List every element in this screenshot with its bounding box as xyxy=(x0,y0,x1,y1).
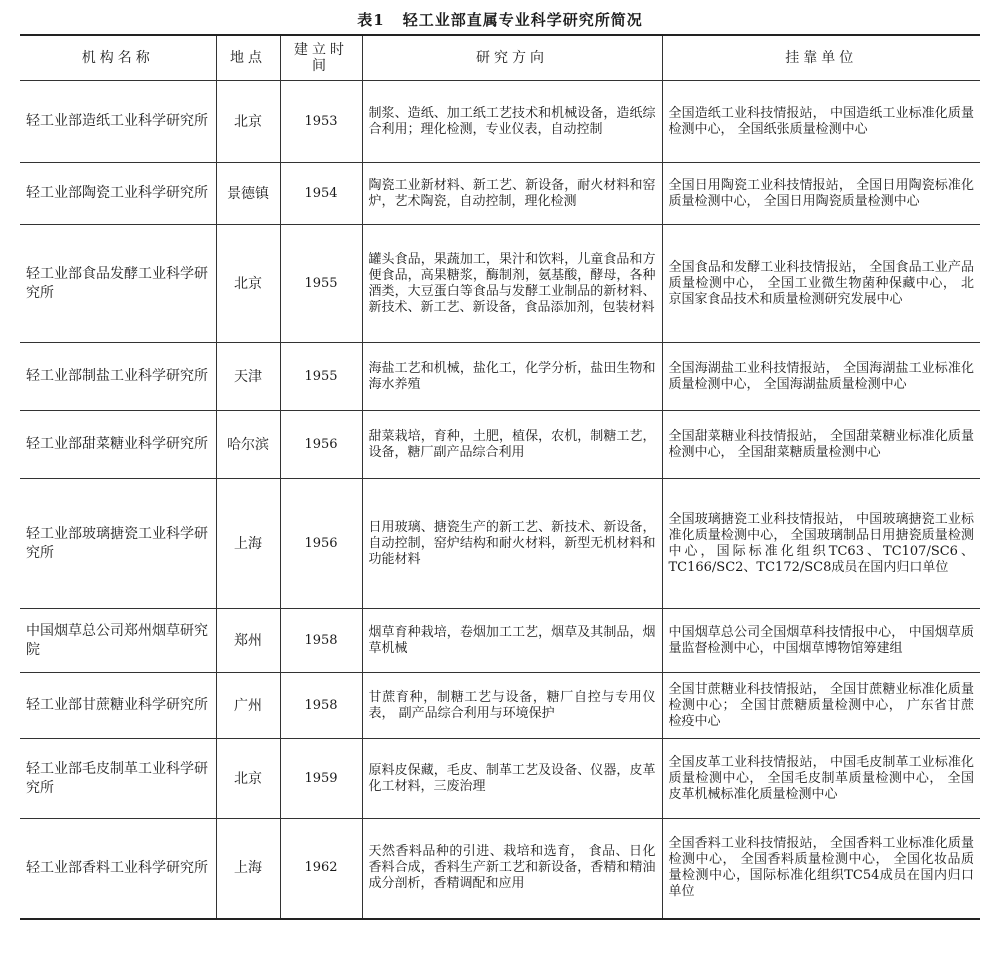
header-name: 机构名称 xyxy=(20,35,216,81)
cell-direction: 海盐工艺和机械，盐化工，化学分析，盐田生物和海水养殖 xyxy=(362,343,662,411)
table-row xyxy=(20,609,980,673)
table-row xyxy=(20,343,980,411)
cell-affiliate: 全国食品和发酵工业科技情报站， 全国食品工业产品质量检测中心， 全国工业微生物菌种保藏中心， 北京国家食品技术和质量检测研究发展中心 xyxy=(662,225,980,343)
cell-affiliate: 全国甜菜糖业科技情报站， 全国甜菜糖业标准化质量检测中心， 全国甜菜糖质量检测中心 xyxy=(662,411,980,479)
cell-direction: 烟草育种栽培，卷烟加工工艺，烟草及其制品，烟草机械 xyxy=(362,609,662,673)
table-row xyxy=(20,819,980,919)
cell-year: 1956 xyxy=(280,411,362,479)
cell-direction: 甘蔗育种，制糖工艺与设备，糖厂自控与专用仪表， 副产品综合利用与环境保护 xyxy=(362,673,662,739)
cell-year: 1955 xyxy=(280,343,362,411)
cell-name: 轻工业部食品发酵工业科学研究所 xyxy=(20,225,216,343)
cell-year: 1962 xyxy=(280,819,362,919)
cell-year: 1955 xyxy=(280,225,362,343)
institutes-table xyxy=(20,34,980,920)
cell-year: 1956 xyxy=(280,479,362,609)
cell-location: 北京 xyxy=(216,225,280,343)
cell-name: 轻工业部造纸工业科学研究所 xyxy=(20,81,216,163)
header-affiliate: 挂靠单位 xyxy=(662,35,980,81)
table-header-row xyxy=(20,35,980,81)
cell-year: 1954 xyxy=(280,163,362,225)
cell-year: 1953 xyxy=(280,81,362,163)
cell-name: 轻工业部玻璃搪瓷工业科学研究所 xyxy=(20,479,216,609)
cell-name: 轻工业部甘蔗糖业科学研究所 xyxy=(20,673,216,739)
cell-direction: 日用玻璃、搪瓷生产的新工艺、新技术、新设备，自动控制，窑炉结构和耐火材料，新型无机材料和功能材料 xyxy=(362,479,662,609)
cell-location: 北京 xyxy=(216,81,280,163)
cell-affiliate: 全国造纸工业科技情报站， 中国造纸工业标准化质量检测中心， 全国纸张质量检测中心 xyxy=(662,81,980,163)
table-row xyxy=(20,739,980,819)
cell-name: 轻工业部甜菜糖业科学研究所 xyxy=(20,411,216,479)
cell-name: 中国烟草总公司郑州烟草研究院 xyxy=(20,609,216,673)
cell-direction: 罐头食品，果蔬加工，果汁和饮料，儿童食品和方便食品，高果糖浆，酶制剂，氨基酸，酵母，各种酒类，大豆蛋白等食品与发酵工业制品的新材料、新技术、新工艺、新设备，食品添加剂，包装材料 xyxy=(362,225,662,343)
cell-direction: 制浆、造纸、加工纸工艺技术和机械设备，造纸综合利用；理化检测，专业仪表，自动控制 xyxy=(362,81,662,163)
cell-location: 哈尔滨 xyxy=(216,411,280,479)
table-number: 表1 xyxy=(357,11,385,29)
table-row xyxy=(20,673,980,739)
cell-location: 广州 xyxy=(216,673,280,739)
table-caption xyxy=(20,6,980,34)
cell-name: 轻工业部毛皮制革工业科学研究所 xyxy=(20,739,216,819)
cell-affiliate: 全国海湖盐工业科技情报站， 全国海湖盐工业标准化质量检测中心， 全国海湖盐质量检测中心 xyxy=(662,343,980,411)
cell-location: 天津 xyxy=(216,343,280,411)
table-row xyxy=(20,411,980,479)
cell-name: 轻工业部香料工业科学研究所 xyxy=(20,819,216,919)
cell-direction: 陶瓷工业新材料、新工艺、新设备，耐火材料和窑炉，艺术陶瓷，自动控制，理化检测 xyxy=(362,163,662,225)
cell-year: 1958 xyxy=(280,609,362,673)
table-row xyxy=(20,479,980,609)
table-row xyxy=(20,163,980,225)
table-row xyxy=(20,225,980,343)
cell-location: 北京 xyxy=(216,739,280,819)
header-year: 建立时间 xyxy=(280,35,362,81)
cell-location: 景德镇 xyxy=(216,163,280,225)
cell-direction: 原料皮保藏，毛皮、制革工艺及设备、仪器，皮革化工材料，三废治理 xyxy=(362,739,662,819)
cell-affiliate: 中国烟草总公司全国烟草科技情报中心， 中国烟草质量监督检测中心，中国烟草博物馆筹建组 xyxy=(662,609,980,673)
cell-location: 上海 xyxy=(216,819,280,919)
header-location: 地点 xyxy=(216,35,280,81)
cell-location: 郑州 xyxy=(216,609,280,673)
cell-affiliate: 全国香料工业科技情报站， 全国香料工业标准化质量检测中心， 全国香料质量检测中心， 全国化妆品质量检测中心，国际标准化组织TC54成员在国内归口单位 xyxy=(662,819,980,919)
table-row xyxy=(20,81,980,163)
header-direction: 研究方向 xyxy=(362,35,662,81)
cell-name: 轻工业部陶瓷工业科学研究所 xyxy=(20,163,216,225)
cell-location: 上海 xyxy=(216,479,280,609)
cell-year: 1959 xyxy=(280,739,362,819)
cell-direction: 天然香料品种的引进、栽培和选育， 食品、日化香料合成，香料生产新工艺和新设备，香精和精油成分剖析，香精调配和应用 xyxy=(362,819,662,919)
cell-year: 1958 xyxy=(280,673,362,739)
cell-name: 轻工业部制盐工业科学研究所 xyxy=(20,343,216,411)
cell-affiliate: 全国日用陶瓷工业科技情报站， 全国日用陶瓷标准化质量检测中心， 全国日用陶瓷质量检测中心 xyxy=(662,163,980,225)
cell-affiliate: 全国甘蔗糖业科技情报站， 全国甘蔗糖业标准化质量检测中心； 全国甘蔗糖质量检测中心， 广东省甘蔗检疫中心 xyxy=(662,673,980,739)
cell-direction: 甜菜栽培，育种，土肥，植保，农机，制糖工艺，设备，糖厂副产品综合利用 xyxy=(362,411,662,479)
cell-affiliate: 全国玻璃搪瓷工业科技情报站， 中国玻璃搪瓷工业标准化质量检测中心， 全国玻璃制品日用搪瓷质量检测中心，国际标准化组织TC63、TC107/SC6、TC166/SC2、TC172/SC8成员在国内归口单位 xyxy=(662,479,980,609)
cell-affiliate: 全国皮革工业科技情报站， 中国毛皮制革工业标准化质量检测中心， 全国毛皮制革质量检测中心， 全国皮革机械标准化质量检测中心 xyxy=(662,739,980,819)
table-title: 轻工业部直属专业科学研究所简况 xyxy=(402,11,643,29)
